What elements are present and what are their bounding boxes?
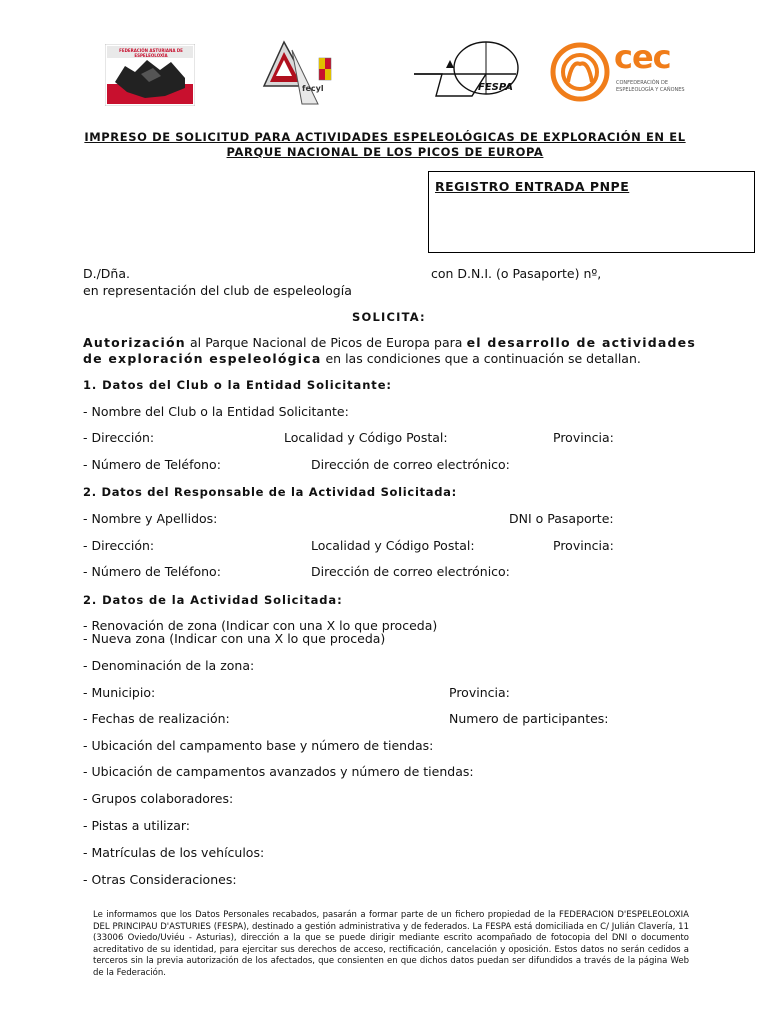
s1-localidad: Localidad y Código Postal: bbox=[284, 430, 448, 445]
intro-desarrollo: el desarrollo de actividades de exploración espeleológica bbox=[83, 335, 696, 366]
s1-direccion: - Dirección: bbox=[83, 430, 155, 445]
cec-logo bbox=[550, 38, 700, 104]
cec-text: cec bbox=[614, 38, 671, 76]
s3-participantes: Numero de participantes: bbox=[449, 711, 609, 726]
dni-label: con D.N.I. (o Pasaporte) nº, bbox=[431, 266, 602, 281]
s2-localidad: Localidad y Código Postal: bbox=[311, 538, 475, 553]
cec-subtitle-2: ESPELEOLOGÍA Y CAÑONES bbox=[616, 87, 685, 93]
cec-subtitle-1: CONFEDERACIÓN DE bbox=[616, 80, 669, 86]
s3-pistas: - Pistas a utilizar: bbox=[83, 818, 191, 833]
fespa-text: FESPA bbox=[478, 82, 514, 93]
s2-correo: Dirección de correo electrónico: bbox=[311, 564, 510, 579]
s2-nombre: - Nombre y Apellidos: bbox=[83, 511, 218, 526]
s2-direccion: - Dirección: bbox=[83, 538, 155, 553]
club-label: en representación del club de espeleología bbox=[83, 283, 352, 298]
s3-municipio: - Municipio: bbox=[83, 685, 156, 700]
s1-telefono: - Número de Teléfono: bbox=[83, 457, 221, 472]
solicita-heading: SOLICITA: bbox=[352, 310, 426, 324]
intro-autorizacion: Autorización bbox=[83, 335, 186, 350]
section2-title: 2. Datos del Responsable de la Actividad Solicitada: bbox=[83, 485, 457, 499]
s3-otras: - Otras Consideraciones: bbox=[83, 872, 237, 887]
title-line-2: PARQUE NACIONAL DE LOS PICOS DE EUROPA bbox=[226, 145, 544, 159]
s3-matriculas: - Matrículas de los vehículos: bbox=[83, 845, 265, 860]
intro-text-1: al Parque Nacional de Picos de Europa para bbox=[185, 335, 467, 350]
form-title bbox=[60, 130, 710, 160]
s3-fechas: - Fechas de realización: bbox=[83, 711, 230, 726]
s1-nombre: - Nombre del Club o la Entidad Solicitante: bbox=[83, 404, 349, 419]
fecyl-logo bbox=[262, 40, 334, 106]
s3-campamentos-avanzados: - Ubicación de campamentos avanzados y número de tiendas: bbox=[83, 764, 474, 779]
s3-nueva: - Nueva zona (Indicar con una X lo que proceda) bbox=[83, 631, 386, 646]
s3-denominacion: - Denominación de la zona: bbox=[83, 658, 255, 673]
s3-renovacion: - Renovación de zona (Indicar con una X lo que proceda) bbox=[83, 618, 438, 633]
s2-dni: DNI o Pasaporte: bbox=[509, 511, 614, 526]
s3-campamento-base: - Ubicación del campamento base y número de tiendas: bbox=[83, 738, 434, 753]
s2-telefono: - Número de Teléfono: bbox=[83, 564, 221, 579]
logo1-banner-text: FEDERACIÓN ASTURIANA DE ESPELEOLOXÍA bbox=[119, 48, 183, 58]
s3-provincia: Provincia: bbox=[449, 685, 510, 700]
fespa-logo bbox=[412, 38, 522, 104]
s1-correo: Dirección de correo electrónico: bbox=[311, 457, 510, 472]
registro-entrada-box bbox=[428, 171, 755, 253]
title-line-1: IMPRESO DE SOLICITUD PARA ACTIVIDADES ESPELEOLÓGICAS DE EXPLORACIÓN EN EL bbox=[84, 130, 686, 144]
intro-text-2: en las condiciones que a continuación se detallan. bbox=[321, 351, 641, 366]
dona-label: D./Dña. bbox=[83, 266, 130, 281]
privacy-footer: Le informamos que los Datos Personales recabados, pasarán a formar parte de un fichero propiedad de la FEDERACION D'ESPELEOLOXIA DEL PRINCIPAU D'ASTURIES (FESPA), destinado a gestión administrativa y de federados. La FESPA está domiciliada en C/ Julián Clavería, 11 (33006 Oviedo/Uviéu - Asturias), dirección a la que se puede dirigir mediante escrito acompañado de fotocopia del DNI o documento acreditativo de su identidad, para ejercitar sus derechos de acceso, rectificación, cancelación y oposición. Estos datos no serán cedidos a terceros sin la previa autorización de los afectados, que consienten en que dichos datos puedan ser difundidos a través de la página Web de la Federación. bbox=[93, 910, 689, 978]
federacion-asturiana-logo bbox=[105, 44, 195, 106]
intro-paragraph bbox=[83, 335, 696, 367]
section3-title: 2. Datos de la Actividad Solicitada: bbox=[83, 593, 343, 607]
s1-provincia: Provincia: bbox=[553, 430, 614, 445]
fecyl-text: fecyl bbox=[302, 84, 324, 93]
section1-title: 1. Datos del Club o la Entidad Solicitante: bbox=[83, 378, 392, 392]
s2-provincia: Provincia: bbox=[553, 538, 614, 553]
registro-entrada-label: REGISTRO ENTRADA PNPE bbox=[435, 179, 630, 194]
s3-grupos: - Grupos colaboradores: bbox=[83, 791, 234, 806]
